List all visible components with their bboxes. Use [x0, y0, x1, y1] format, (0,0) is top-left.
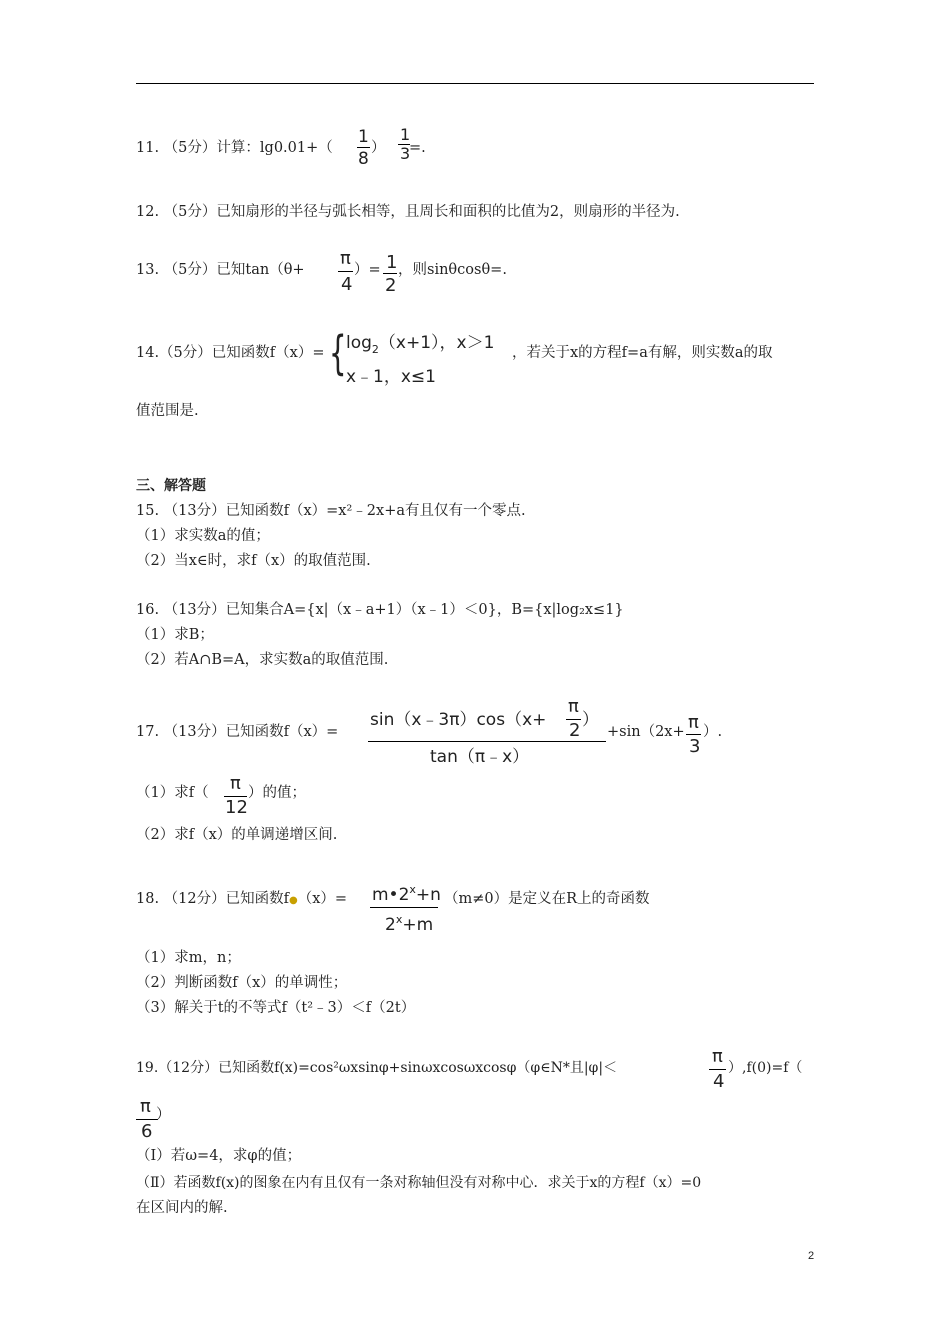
q15-part1: （1）求实数a的值； [136, 528, 270, 544]
q11-text: 11. （5分）计算：lg0.01+（ [136, 140, 333, 156]
q17-part2: （2）求f（x）的单调递增区间. [136, 827, 338, 843]
q17-den: tan（π﹣x） [430, 747, 530, 767]
q14-case1-log: log [346, 333, 372, 353]
q17-num-2: 2 [569, 720, 581, 741]
q17-plus: +sin（2x+ [607, 724, 685, 740]
q13-half-bar [383, 273, 397, 274]
q18-den-tail: +m [402, 915, 434, 935]
q14-text: 14.（5分）已知函数f（x）= [136, 345, 325, 361]
q13-mid: ）= [354, 262, 381, 278]
q19-pi-den: 4 [713, 1071, 725, 1092]
q19-pi-bar [709, 1069, 726, 1070]
q13-pi-den: 4 [341, 274, 353, 295]
q19-part3: 在区间内的解. [136, 1200, 228, 1216]
q17-p1-pre: （1）求f（ [136, 785, 209, 801]
q11-frac-den: 8 [358, 149, 369, 169]
q13-tail: ，则sinθcosθ=. [398, 262, 507, 278]
q11-frac-num: 1 [358, 127, 369, 147]
q15-line1: 15. （13分）已知函数f（x）=x²﹣2x+a有且仅有一个零点. [136, 503, 526, 519]
q17-text: 17. （13分）已知函数f（x）= [136, 724, 339, 740]
q19-part1: （Ⅰ）若ω=4，求φ的值； [136, 1148, 302, 1164]
q14-case1-rest: （x+1），x＞1 [378, 333, 495, 353]
q14-tail: ，若关于x的方程f=a有解，则实数a的取 [512, 345, 773, 361]
q18-num-tail: +n [415, 885, 441, 905]
q18-num [372, 883, 441, 906]
q18-frac-bar [370, 907, 438, 908]
q17-pi3-bar [686, 734, 701, 735]
q18-text-a: 18. （12分）已知函数f [136, 891, 289, 907]
q18-text: 18. （12分）已知函数f●（x）= [136, 891, 348, 907]
q13-half-den: 2 [385, 275, 397, 296]
q11-tail: =. [409, 140, 426, 156]
q14-line2: 值范围是. [136, 403, 199, 419]
q17-num-close: ） [582, 710, 599, 730]
q11-close: ） [371, 140, 386, 156]
q17-num-a: sin（x﹣3π）cos（x+ [370, 710, 547, 730]
q19-text: 19.（12分）已知函数f(x)=cos²ωxsinφ+sinωxcosωxcosφ（φ∈N*且|φ|＜ [136, 1060, 618, 1076]
q19-part2: （Ⅱ）若函数f(x)的图象在内有且仅有一条对称轴但没有对称中心．求关于x的方程f（x）=0 [136, 1175, 702, 1191]
q18-part2: （2）判断函数f（x）的单调性； [136, 975, 348, 991]
q17-frac-bar [368, 741, 606, 742]
q17-pi3-num: π [688, 712, 699, 733]
q18-part3: （3）解关于t的不等式f（t²﹣3）＜f（2t） [136, 1000, 416, 1016]
q18-num-sup: x [409, 883, 416, 896]
q18-part1: （1）求m，n； [136, 950, 241, 966]
q16-part1: （1）求B； [136, 627, 214, 643]
q19-l2-den: 6 [141, 1121, 153, 1142]
q13-pi-num: π [340, 248, 351, 269]
question-11 [136, 138, 333, 158]
q14-case1-sub: 2 [371, 343, 379, 356]
q18-den-sup: x [395, 913, 403, 926]
q18-tail: （m≠0）是定义在R上的奇函数 [444, 891, 650, 907]
q13-pi-bar [338, 271, 353, 272]
q11-frac-bar [357, 147, 370, 148]
q14-case1 [346, 334, 494, 354]
q17-p1-den: 12 [225, 797, 248, 818]
q17-num-pi: π [568, 696, 579, 717]
question-12: 12. （5分）已知扇形的半径与弧长相等，且周长和面积的比值为2，则扇形的半径为. [136, 204, 680, 220]
q19-l2-num: π [140, 1096, 151, 1117]
q16-part2: （2）若A∩B=A，求实数a的取值范围. [136, 652, 389, 668]
q18-num-a: m•2 [372, 885, 410, 905]
page-number: 2 [808, 1250, 815, 1262]
q19-l2-tail: ） [156, 1107, 171, 1123]
q13-text: 13. （5分）已知tan（θ+ [136, 262, 305, 278]
q18-text-b: （x）= [297, 891, 348, 907]
q14-case2: x﹣1，x≤1 [346, 367, 436, 387]
q17-pi3-den: 3 [689, 736, 701, 757]
header-rule [136, 83, 814, 84]
q11-exp-num: 1 [400, 125, 411, 144]
q17-p1-num: π [230, 773, 241, 794]
q17-tail: ）. [703, 724, 723, 740]
q16-line1: 16. （13分）已知集合A={x|（x﹣a+1）（x﹣1）＜0}，B={x|log₂x≤1} [136, 602, 624, 618]
q18-den-a: 2 [385, 915, 396, 935]
q17-p1-post: ）的值； [248, 785, 306, 801]
q18-den [385, 913, 434, 936]
q13-half-num: 1 [386, 252, 398, 273]
q11-exp-den: 3 [400, 144, 411, 163]
section-title: 三、解答题 [136, 478, 206, 494]
q19-l2-bar [136, 1119, 158, 1120]
q14-brace: { [329, 326, 347, 380]
q15-part2: （2）当x∈时，求f（x）的取值范围. [136, 553, 371, 569]
q19-tail: ）,f(0)=f（ [728, 1060, 803, 1076]
q19-pi-num: π [712, 1046, 723, 1067]
